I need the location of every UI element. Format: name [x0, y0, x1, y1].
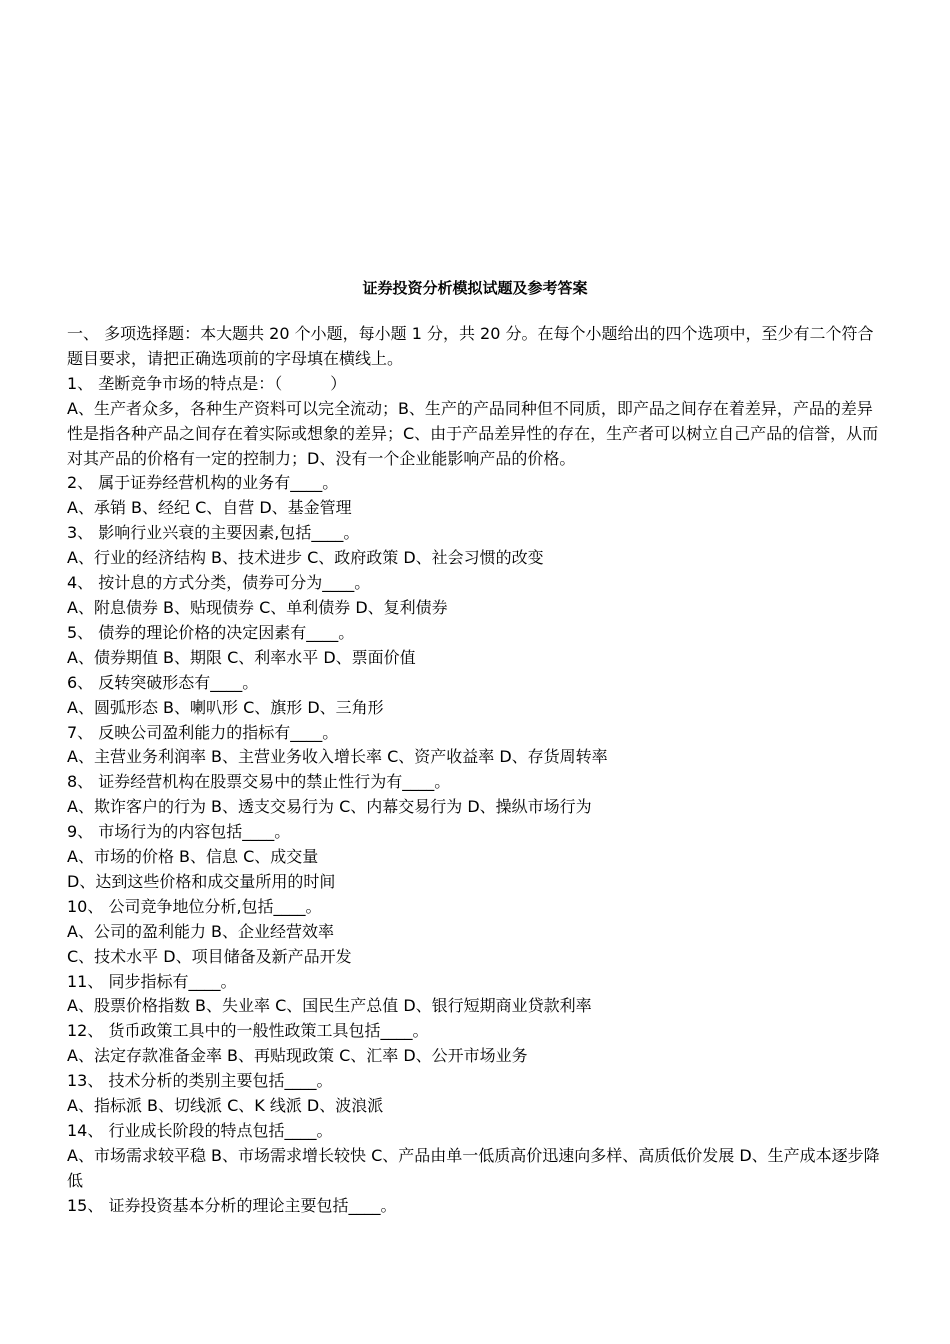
question-stem: 6、 反转突破形态有____。	[67, 672, 259, 692]
question-options: A、承销 B、经纪 C、自营 D、基金管理	[67, 498, 352, 518]
question-stem: 12、 货币政策工具中的一般性政策工具包括____。	[67, 1021, 429, 1041]
question-stem: 15、 证券投资基本分析的理论主要包括____。	[67, 1195, 397, 1215]
question-options: A、欺诈客户的行为 B、透支交易行为 C、内幕交易行为 D、操纵市场行为	[67, 797, 592, 817]
question-options: A、公司的盈利能力 B、企业经营效率	[67, 921, 335, 941]
question-stem: 3、 影响行业兴衰的主要因素,包括____。	[67, 523, 360, 543]
document-title: 证券投资分析模拟试题及参考答案	[362, 279, 588, 297]
question-options: A、市场的价格 B、信息 C、成交量	[67, 847, 319, 867]
question-stem: 10、 公司竞争地位分析,包括____。	[67, 896, 322, 916]
question-options: A、行业的经济结构 B、技术进步 C、政府政策 D、社会习惯的改变	[67, 548, 544, 568]
question-options: A、生产者众多，各种生产资料可以完全流动；B、生产的产品同种但不同质，即产品之间存在着差异，产品的差异性是指各种产品之间存在着实际或想象的差异；C、由于产品差异性的存在，生产者可以树立自己产品的信誉，从而对其产品的价格有一定的控制力；D、没有一个企业能影响产品的价格。	[67, 398, 879, 468]
question-stem: 11、 同步指标有____。	[67, 971, 237, 991]
question-options: A、法定存款准备金率 B、再贴现政策 C、汇率 D、公开市场业务	[67, 1046, 528, 1066]
document-body	[67, 322, 885, 1219]
section-intro: 一、 多项选择题：本大题共 20 个小题，每小题 1 分，共 20 分。在每个小题给出的四个选项中，至少有二个符合题目要求，请把正确选项前的字母填在横线上。	[67, 324, 874, 368]
question-options: A、债券期值 B、期限 C、利率水平 D、票面价值	[67, 647, 416, 667]
question-stem: 13、 技术分析的类别主要包括____。	[67, 1071, 333, 1091]
question-options: A、市场需求较平稳 B、市场需求增长较快 C、产品由单一低质高价迅速向多样、高质低价发展 D、生产成本逐步降低	[67, 1145, 880, 1190]
question-options: A、指标派 B、切线派 C、K 线派 D、波浪派	[67, 1096, 384, 1116]
question-stem: 4、 按计息的方式分类，债券可分为____。	[67, 573, 371, 593]
question-options: A、附息债券 B、贴现债券 C、单利债券 D、复利债券	[67, 597, 448, 617]
question-stem: 9、 市场行为的内容包括____。	[67, 822, 291, 842]
question-stem: 8、 证券经营机构在股票交易中的禁止性行为有____。	[67, 772, 451, 792]
question-stem: 7、 反映公司盈利能力的指标有____。	[67, 722, 339, 742]
question-options: A、圆弧形态 B、喇叭形 C、旗形 D、三角形	[67, 697, 384, 717]
question-options: C、技术水平 D、项目储备及新产品开发	[67, 946, 352, 966]
question-stem: 14、 行业成长阶段的特点包括____。	[67, 1121, 333, 1140]
question-options: D、达到这些价格和成交量所用的时间	[67, 871, 336, 891]
question-stem: 5、 债券的理论价格的决定因素有____。	[67, 622, 355, 642]
question-options: A、股票价格指数 B、失业率 C、国民生产总值 D、银行短期商业贷款利率	[67, 996, 592, 1016]
question-stem: 1、 垄断竞争市场的特点是：（ ）	[67, 373, 347, 393]
question-stem: 2、 属于证券经营机构的业务有____。	[67, 473, 339, 493]
question-options: A、主营业务利润率 B、主营业务收入增长率 C、资产收益率 D、存货周转率	[67, 747, 608, 767]
